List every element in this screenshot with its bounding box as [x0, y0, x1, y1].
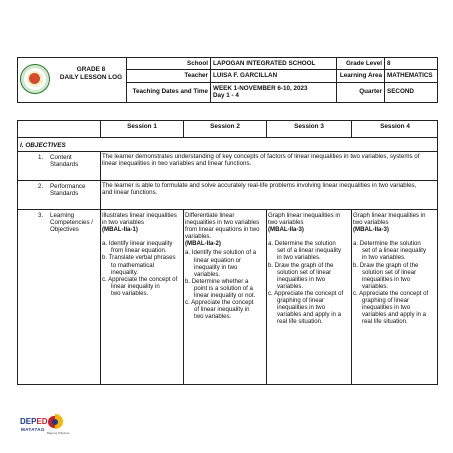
- learning-area-label: Learning Area: [339, 72, 382, 79]
- session-header-3: Session 3: [294, 123, 324, 130]
- competency-session-2: Differentiate linear inequalities in two variables from linear equations in two variables. (MBAL-IIa-2) a. Identify the solution of a linear equation or inequality in two variables. b. Determine whether a point is a solution of a linear inequality or not. c. Appreciate the concept of linear inequality in two variables.: [185, 212, 260, 321]
- bagong-pilipinas-caption: Bagong Pilipinas: [47, 431, 70, 435]
- session-header-1: Session 1: [127, 123, 157, 130]
- grade-level-label: Grade Level: [345, 60, 382, 67]
- quarter-value: SECOND: [387, 88, 414, 95]
- learning-area-value: MATHEMATICS: [387, 72, 433, 79]
- header-title: [56, 66, 126, 82]
- teacher-value: LUISA F. GARCILLAN: [213, 72, 278, 79]
- performance-standards-text: The learner is able to formulate and solve accurately real-life problems involving linear inequalities in two variables, and linear functions.: [102, 182, 417, 197]
- competency-session-1: Illustrates linear inequalities in two variables (MBAL-IIa-1) a. Identify linear inequality from linear equation. b. Translate verbal phrases to mathematical inequality. c. Appreciate the concept of linear inequality in two variables.: [102, 212, 178, 297]
- header-table: [17, 57, 438, 103]
- matatag-logo: MATATAG: [21, 427, 45, 432]
- dates-value: WEEK 1-NOVEMBER 6-10, 2023 Day 1 - 4: [213, 85, 308, 100]
- log-title: DAILY LESSON LOG: [59, 74, 123, 81]
- school-seal-icon: [20, 64, 50, 94]
- objectives-heading: I. OBJECTIVES: [20, 142, 66, 149]
- quarter-label: Quarter: [359, 88, 382, 95]
- content-standards-text: The learner demonstrates understanding of key concepts of factors of linear inequalities in two variables, systems of linear inequalities in two variables and linear functions.: [102, 153, 420, 168]
- school-value: LAPOGAN INTEGRATED SCHOOL: [213, 60, 316, 67]
- grade-level-value: 8: [387, 60, 391, 67]
- competency-session-3: Graph linear inequalities in two variables (MBAL-IIa-3) a. Determine the solution set of a linear inequality in two variables. b. Draw the graph of the solution set of linear inequalities in two variables. c. Appreciate the concept of graphing of linear inequalities in two variables and apply in a real life situation.: [268, 212, 344, 326]
- bagong-pilipinas-logo-icon: [48, 414, 64, 430]
- competency-session-4: Graph linear Inequalities in two variables (MBAL-IIa-3) a. Determine the solution set of a linear inequality in two variables. b. Draw the graph of the solution set of linear inequalities in two variables. c. Appreciate the concept of graphing of linear inequalities in two variables and apply in a real life situation.: [353, 212, 429, 326]
- session-header-4: Session 4: [380, 123, 410, 130]
- school-label: School: [187, 60, 208, 67]
- grade-title: GRADE 8: [76, 66, 106, 73]
- deped-logo: DEPED: [20, 417, 48, 426]
- teacher-label: Teacher: [184, 72, 208, 79]
- session-header-2: Session 2: [210, 123, 240, 130]
- dates-label: Teaching Dates and Time: [132, 88, 208, 95]
- objectives-table: Session 1 Session 2 Session 3 Session 4 I. OBJECTIVES 1. Content Standards The learner demonstrates understanding of key concepts of factors of linear inequalities in two variables, systems of linear inequalities in two variables and linear functions. 2. Performance Standards The learner is able to formulate and solve accurately real-life problems involving linear inequalities in two variables, and linear functions. 3. Learning Competencies / Objectives Illustrates linear inequalities in two variables (MBAL-IIa-1) a. Identify linear inequality from linear equation. b. Translate verbal phrases to mathematical inequality. c. Appreciate the concept of linear inequality in two variables. Differentiate linear inequalities in two variables from linear equations in two variables. (MBAL-IIa-2) a. Identify the solution of a linear equation or inequality in two variables. b. Determine whether a point is a solution of a linear inequality or not. c. Appreciate the concept of linear inequality in two variables. Graph linear inequalities in two variables (MBAL-IIa-3) a. Determine the solution set of a linear inequality in two variables. b. Draw the graph of the solution set of linear inequalities in two variables. c. Appreciate the concept of graphing of linear inequalities in two variables and apply in a real life situation. Graph linear Inequalities in two variables (MBAL-IIa-3) a. Determine the solution set of a linear inequality in two variables. b. Draw the graph of the solution set of linear inequalities in two variables. c. Appreciate the concept of graphing of linear inequalities in two variables and apply in a real life situation.: [17, 120, 438, 385]
